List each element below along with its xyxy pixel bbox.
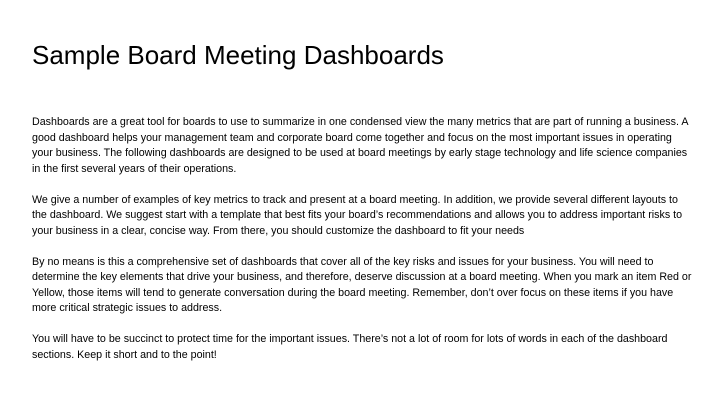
slide-title: Sample Board Meeting Dashboards xyxy=(32,40,444,70)
intro-paragraph: Dashboards are a great tool for boards to use to summarize in one condensed view the many metrics that are part of running a business. A good dashboard helps your management team and corporate board come together and focus on the most important issues in operating your business. The following dashboards are designed to be used at board meetings by early stage technology and life science companies in the first several years of their operations. xyxy=(32,116,688,175)
metrics-paragraph: We give a number of examples of key metrics to track and present at a board meeting. In addition, we provide several different layouts to the dashboard. We suggest start with a template that best fits your board’s recommendations and allows you to address important risks to your business in a clear, concise way. From there, you should customize the dashboard to fit your needs xyxy=(32,193,683,237)
succinct-paragraph: You will have to be succinct to protect time for the important issues. There’s not a lot of room for lots of words in each of the dashboard sections. Keep it short and to the point! xyxy=(32,333,668,361)
slide-body xyxy=(32,115,692,363)
disclaimer-paragraph: By no means is this a comprehensive set of dashboards that cover all of the key risks and issues for your business. You will need to determine the key elements that drive your business, and therefore, deserve discussion at a board meeting. When you mark an item Red or Yellow, those items will tend to generate conversation during the board meeting. Remember, don’t over focus on these items if you have more critical strategic issues to address. xyxy=(32,255,692,314)
